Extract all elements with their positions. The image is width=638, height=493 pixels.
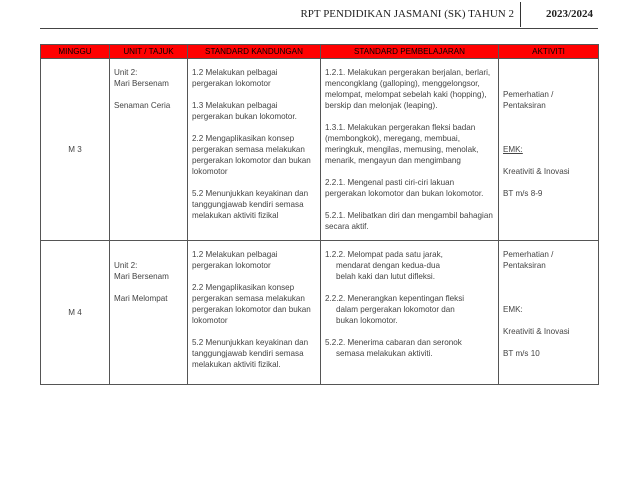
header-year: 2023/2024 xyxy=(545,8,593,20)
col-header-standard-pembelajaran: STANDARD PEMBELAJARAN xyxy=(321,45,499,59)
col-header-aktiviti: AKTIVITI xyxy=(499,45,599,59)
sp-item: 2.2.2. Menerangkan kepentingan fleksi dalam pergerakan lokomotor dan bukan lokomotor. xyxy=(325,294,465,325)
sk-item: 1.2 Melakukan pelbagai pergerakan lokomotor xyxy=(192,68,278,88)
unit-topic: Mari Melompat xyxy=(114,294,168,303)
sk-item: 1.3 Melakukan pelbagai pergerakan bukan lokomotor. xyxy=(192,101,297,121)
sk-item: 5.2 Menunjukkan keyakinan dan tanggungjawab kendiri semasa melakukan aktiviti fizikal xyxy=(192,189,309,220)
table-row xyxy=(41,59,599,241)
sk-item: 1.2 Melakukan pelbagai pergerakan lokomotor xyxy=(192,250,278,270)
unit-topic: Senaman Ceria xyxy=(114,101,171,110)
standard-kandungan-cell xyxy=(188,241,321,385)
sk-item: 2.2 Mengaplikasikan konsep pergerakan semasa melakukan pergerakan lokomotor dan bukan lokomotor xyxy=(192,134,311,176)
rpt-table xyxy=(40,44,599,385)
minggu-cell: M 4 xyxy=(41,241,110,385)
emk-label: EMK: xyxy=(503,305,523,314)
header-title: RPT PENDIDIKAN JASMANI (SK) TAHUN 2 xyxy=(300,8,514,20)
unit-title: Unit 2: Mari Bersenam xyxy=(114,261,169,281)
unit-cell xyxy=(110,241,188,385)
unit-cell xyxy=(110,59,188,241)
standard-kandungan-cell xyxy=(188,59,321,241)
sp-item: 1.3.1. Melakukan pergerakan fleksi badan (membongkok), meregang, membuai, meringkuk, mengilas, memusing, menolak, menarik, mengayun dan mengimbang xyxy=(325,123,479,165)
emk-value: Kreativiti & Inovasi xyxy=(503,167,570,176)
pemerhatian-text: Pemerhatian / Pentaksiran xyxy=(503,90,554,110)
standard-pembelajaran-cell xyxy=(321,241,499,385)
sp-item: 1.2.1. Melakukan pergerakan berjalan, berlari, mencongklang (galloping), menggelongsor, melompat, melompat sebelah kaki (hopping), berskip dan melonjak (leaping). xyxy=(325,68,491,110)
unit-title: Unit 2: Mari Bersenam xyxy=(114,68,169,88)
minggu-cell: M 3 xyxy=(41,59,110,241)
col-header-unit: UNIT / TAJUK xyxy=(110,45,188,59)
bt-reference: BT m/s 8-9 xyxy=(503,189,543,198)
sk-item: 2.2 Mengaplikasikan konsep pergerakan semasa melakukan pergerakan lokomotor dan bukan lokomotor xyxy=(192,283,311,325)
col-header-minggu: MINGGU xyxy=(41,45,110,59)
bt-reference: BT m/s 10 xyxy=(503,349,540,358)
emk-label: EMK: xyxy=(503,145,523,154)
col-header-standard-kandungan: STANDARD KANDUNGAN xyxy=(188,45,321,59)
table-header-row xyxy=(41,45,599,59)
sp-item: 2.2.1. Mengenal pasti ciri-ciri lakuan pergerakan lokomotor dan bukan lokomotor. xyxy=(325,178,484,198)
table-row xyxy=(41,241,599,385)
sp-item: 5.2.1. Melibatkan diri dan mengambil bahagian secara aktif. xyxy=(325,211,493,231)
header-divider xyxy=(520,2,521,27)
emk-value: Kreativiti & Inovasi xyxy=(503,327,570,336)
header-rule xyxy=(40,28,598,29)
aktiviti-cell xyxy=(499,241,599,385)
sp-item: 5.2.2. Menerima cabaran dan seronok semasa melakukan aktiviti. xyxy=(325,338,462,358)
sk-item: 5.2 Menunjukkan keyakinan dan tanggungjawab kendiri semasa melakukan aktiviti fizikal. xyxy=(192,338,309,369)
sp-item: 1.2.2. Melompat pada satu jarak, mendarat dengan kedua-dua belah kaki dan lutut difleksi. xyxy=(325,250,443,281)
pemerhatian-text: Pemerhatian / Pentaksiran xyxy=(503,250,554,270)
standard-pembelajaran-cell xyxy=(321,59,499,241)
aktiviti-cell xyxy=(499,59,599,241)
